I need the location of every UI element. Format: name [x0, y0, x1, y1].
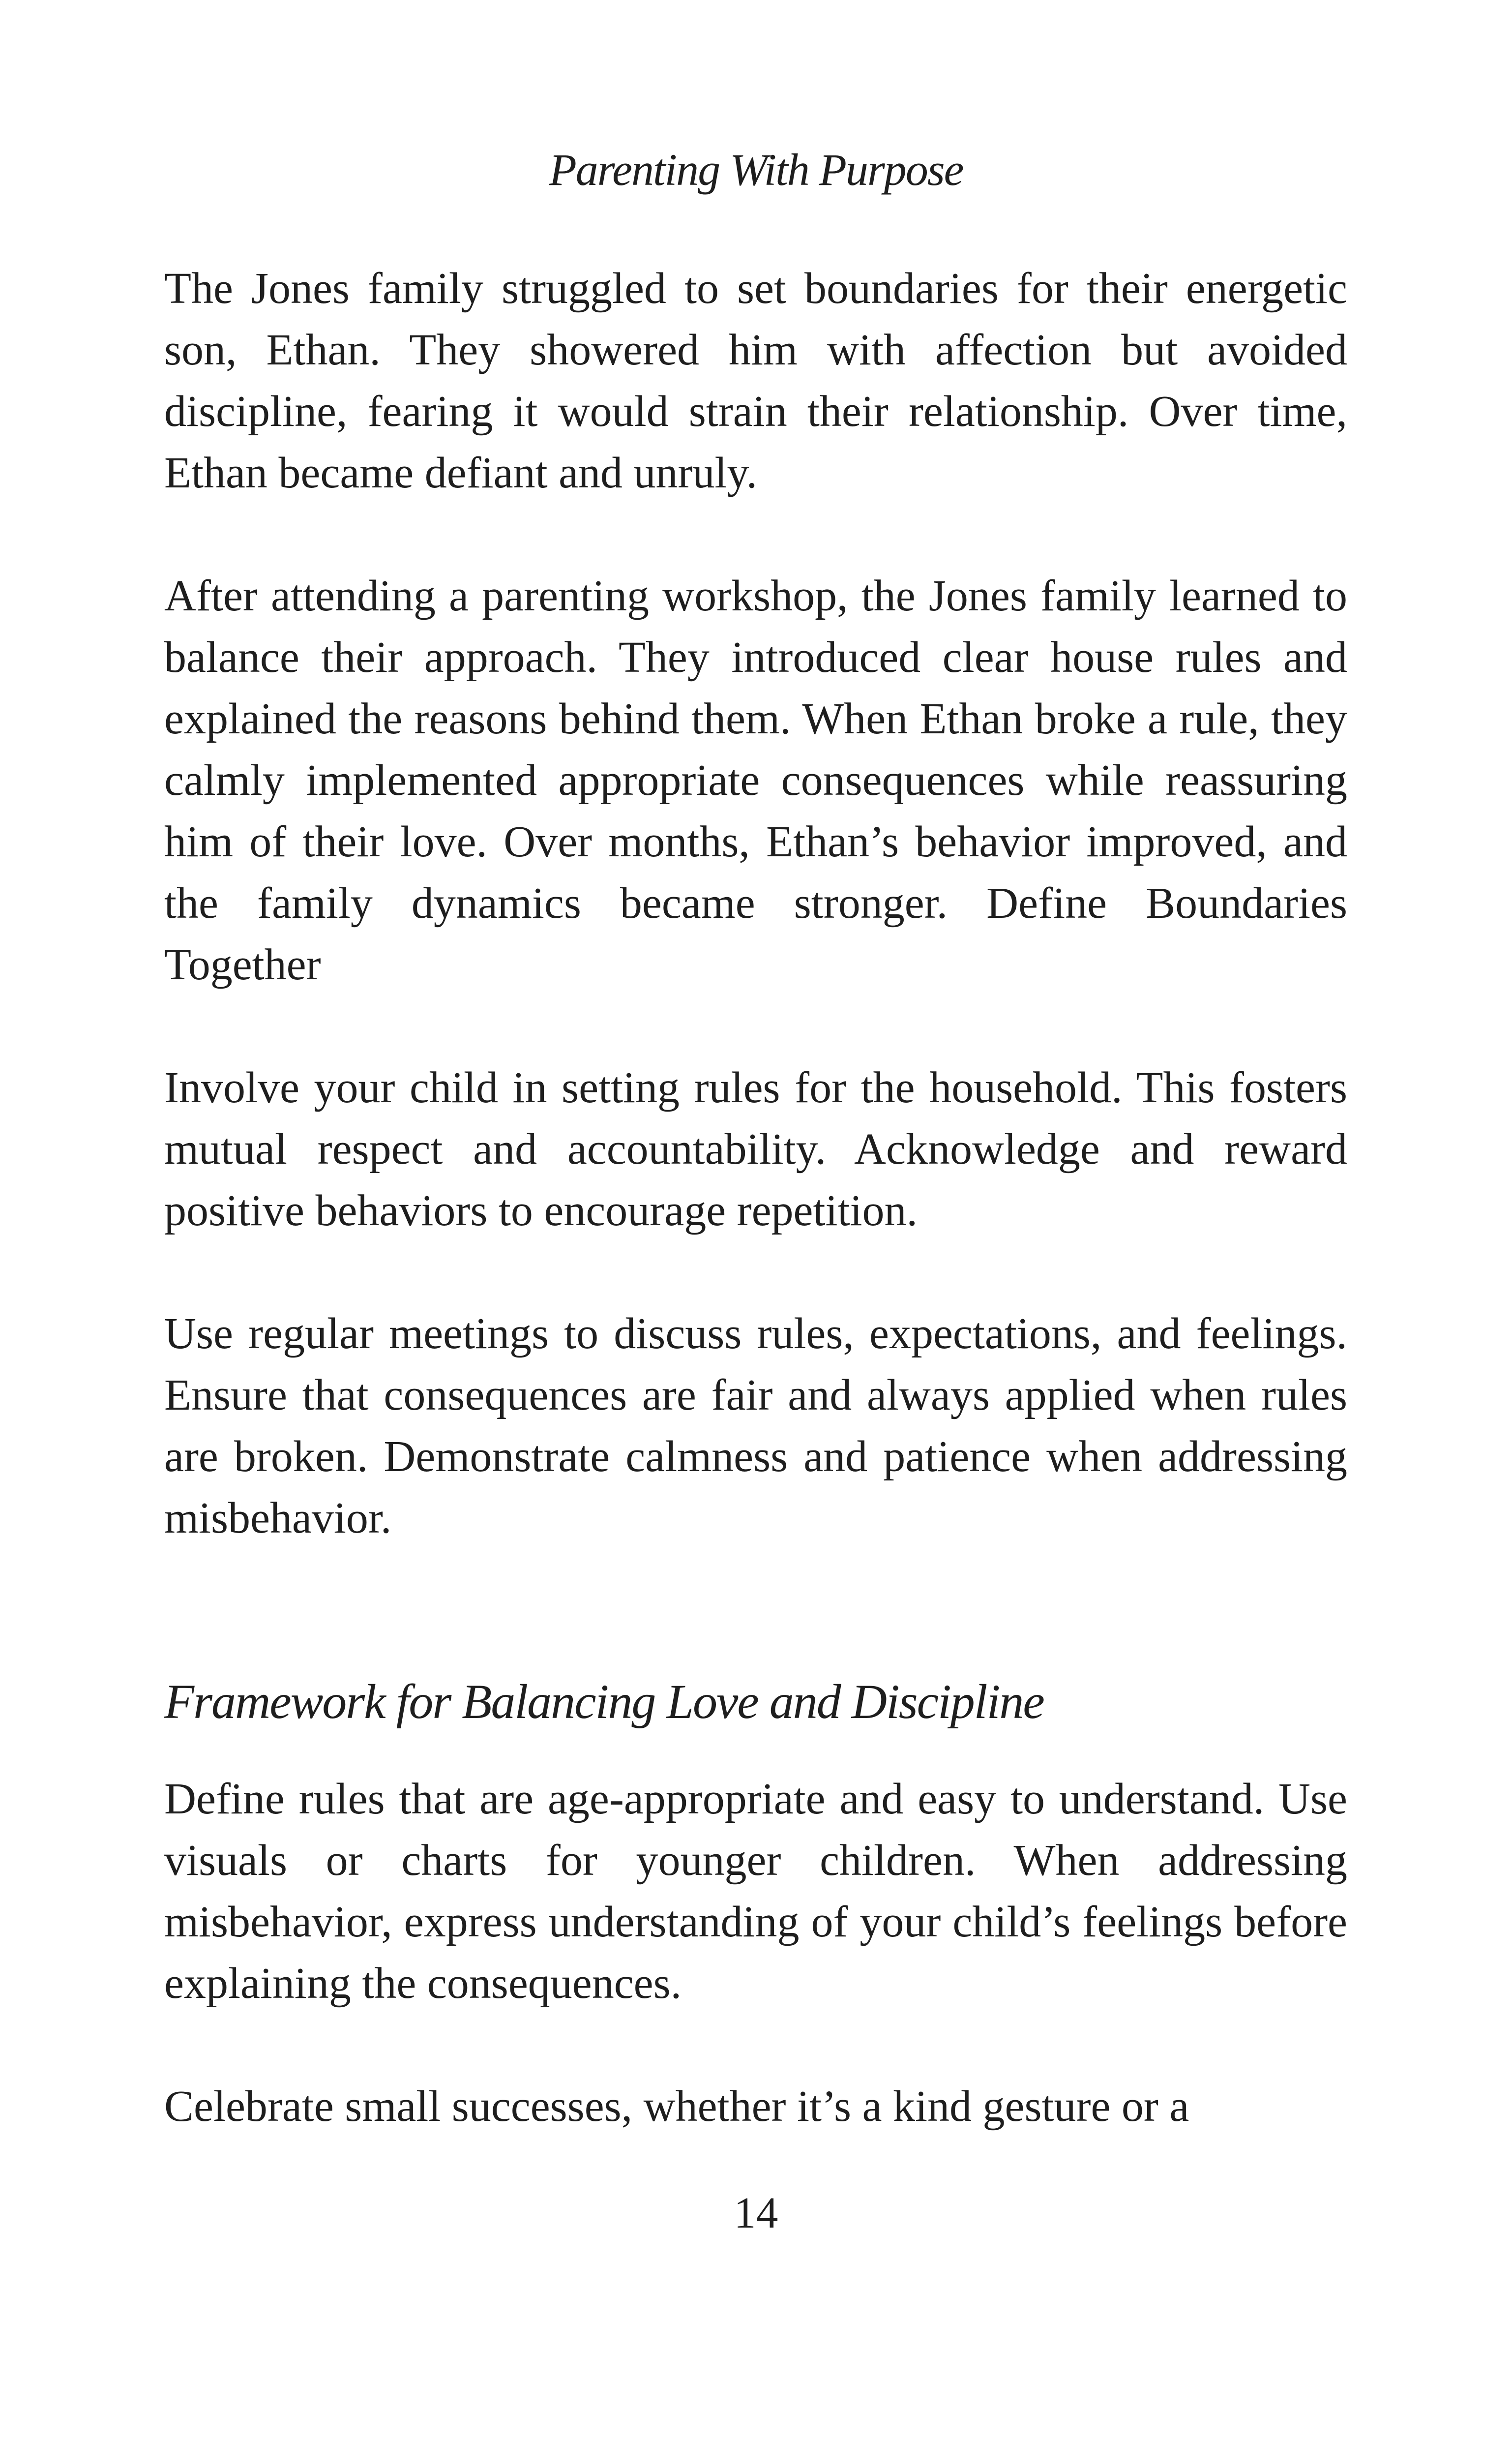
page-number: 14	[734, 2189, 778, 2237]
framework-section	[164, 1670, 1347, 2137]
paragraph: Use regular meetings to discuss rules, expectations, and feelings. Ensure that consequences are fair and always applied when rules are broken. Demonstrate calmness and patience when addressing misbehavior.	[164, 1309, 1347, 1542]
running-head: Parenting With Purpose	[549, 145, 963, 195]
paragraph: Celebrate small successes, whether it’s a kind gesture or a	[164, 2082, 1189, 2131]
paragraph: Involve your child in setting rules for the household. This fosters mutual respect and accountability. Acknowledge and reward positive behaviors to encourage repetition.	[164, 1063, 1347, 1235]
paragraph: Define rules that are age-appropriate and easy to understand. Use visuals or charts for younger children. When addressing misbehavior, express understanding of your child’s feelings before explaining the consequences.	[164, 1775, 1347, 2008]
paragraph: The Jones family struggled to set boundaries for their energetic son, Ethan. They showered him with affection but avoided discipline, fearing it would strain their relationship. Over time, Ethan became defiant and unruly.	[164, 264, 1347, 497]
section-heading: Framework for Balancing Love and Discipline	[164, 1674, 1044, 1729]
paragraph: After attending a parenting workshop, the Jones family learned to balance their approach. They introduced clear house rules and explained the reasons behind them. When Ethan broke a rule, they calmly implemented appropriate consequences while reassuring him of their love. Over months, Ethan’s behavior improved, and the family dynamics became stronger. Define Boundaries Together	[164, 572, 1347, 989]
body-text-top	[164, 258, 1347, 1549]
